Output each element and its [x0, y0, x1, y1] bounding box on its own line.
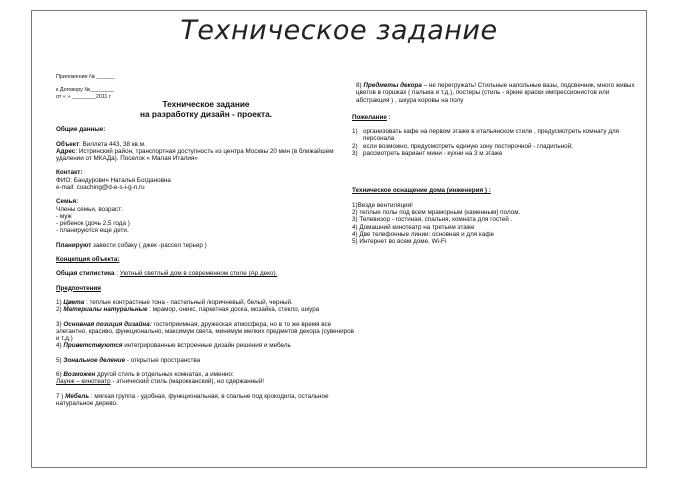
tech-item: 1)Везде вентиляция!	[352, 201, 413, 209]
tech-heading: Техническое оснащение дома (инженерия ) :	[352, 187, 491, 195]
style-line: Общая стилистика : Уютный светлый дом в современном стиле (Ар деко).	[56, 270, 278, 278]
address-line: Адрес: Истринский район, транспортная доступность из центра Москвы 20 мин (в ближайшем удалении от МКАДа). Поселок « Малая Италия»	[56, 147, 334, 163]
right-column	[352, 82, 642, 245]
tech-item: 2) теплые полы под всем мраморным (каменным) полом.	[352, 208, 521, 216]
attachment-line: Приложение № ______	[56, 74, 115, 80]
family-planned: - планируются еще дети.	[56, 227, 129, 235]
object-line: Объект: Виллета 443, 38 кв.м.	[56, 140, 146, 148]
family-heading: Семья:	[56, 198, 79, 206]
pref-design-position: 3) Основная позиция дизайна: гостеприимная, дружеская атмосфера, но в то же время все элегантно, красиво, функционально, максимум света, минимум мелких предметов декора (сувениров и т.д.)	[56, 320, 355, 343]
wishes-heading: Пожелание :	[352, 113, 391, 121]
family-members: Члены семьи, возраст:	[56, 205, 123, 213]
pref-colors: 1) Цвета : теплые контрастные тона - пастельный /коричневый, белый, черный.	[56, 298, 293, 306]
left-column	[56, 74, 356, 407]
concept-heading: Концепция объекта:	[56, 256, 120, 264]
doc-title-line-1: Техническое задание	[162, 99, 250, 110]
page-title: Техническое задание	[180, 15, 498, 46]
family-husband: - муж	[56, 212, 72, 220]
contact-email: e-mail: coaching@d-e-s-i-g-n.ru	[56, 184, 145, 191]
doc-title-line-2: на разработку дизайн - проекта.	[139, 108, 273, 119]
contact-name: ФИО: Бандурович Наталья Богдановна	[56, 176, 171, 184]
general-heading: Общие данные:	[56, 126, 106, 134]
tech-item: 4) Домашний кинотеатр на третьем этаже	[352, 223, 475, 231]
wish-item: 1) организовать кафе на первом этаже в итальянском стиле , предусмотреть комнату для персонала	[352, 128, 620, 143]
wish-item: 3) рассмотреть вариант мини - кухни на 3 м этаже	[352, 150, 503, 158]
family-child: - ребенок (дочь 2,5 года )	[56, 220, 130, 228]
prefs-heading: Предпочтения	[56, 284, 101, 292]
tech-item: 5) Интернет во всем доме, Wi-Fi	[352, 238, 447, 246]
pref-materials: 2) Материалы натуральные : мрамор, оникс, паркетная доска, мозайка, стекло, шкура	[56, 306, 320, 314]
pref-lounge: Лаунж – кинотеатр - этнический стиль (марокканский), но сдержанный!	[56, 378, 264, 386]
decor-paragraph: 8) Предметы декора – не перегружать! Стильные напольные вазы, подсвечник, много живых цветов в горшках ( пальма и т.д.), постеры (стиль - яркие краски импрессионистов или абстракция ) , шкура коровы на полу	[356, 82, 635, 104]
tech-item: 4) Две телефонные линии: основная и для кафе	[352, 230, 495, 238]
contract-line-1: к Договору №________	[56, 87, 115, 94]
contact-heading: Контакт:	[56, 169, 83, 177]
tech-item: 3) Телевизор - гостиная, спальня, комната для гостей .	[352, 216, 513, 224]
pref-other-style: 6) Возможен другой стиль в отдельных комнатах, а именно:	[56, 371, 234, 379]
wish-item: 2) если возможно, предусмотреть единую зону постирочной - гладильной;	[352, 142, 573, 150]
document-page	[31, 10, 647, 468]
pref-welcome: 4) Приветствуются интегрированные встроенные дизайн решения и мебель	[56, 342, 291, 350]
plan-line: Планируют завести собаку ( джек -рассел терьер )	[56, 241, 207, 249]
contract-line-2: от « » ________2011 г	[56, 93, 111, 100]
pref-zoning: 5) Зональное деление - открытые пространства	[56, 356, 201, 364]
pref-furniture: 7 ) Мебель : мягкая группа - удобная, функциональная, в спальне под крокодила, остальное натуральное дерево.	[56, 392, 329, 407]
